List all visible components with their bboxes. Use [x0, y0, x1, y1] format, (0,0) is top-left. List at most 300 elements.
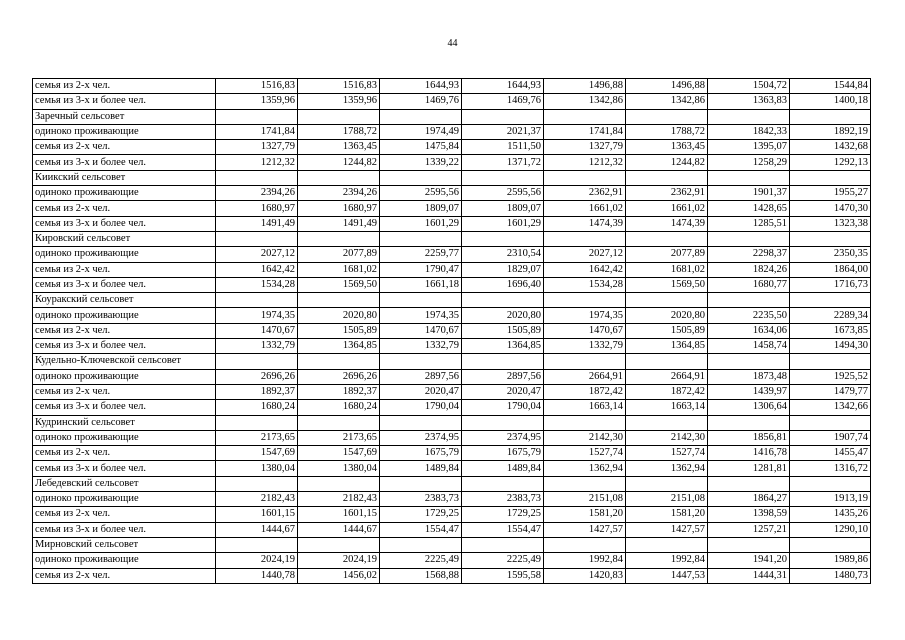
table-cell: 1447,53	[626, 568, 708, 583]
table-cell: 2024,19	[216, 553, 298, 568]
table-cell	[790, 354, 871, 369]
table-cell: 1364,85	[626, 339, 708, 354]
table-cell: 1212,32	[216, 155, 298, 170]
table-cell: 1925,52	[790, 369, 871, 384]
table-cell: 1290,10	[790, 522, 871, 537]
table-cell: 2696,26	[216, 369, 298, 384]
table-cell: 1511,50	[462, 140, 544, 155]
table-cell	[790, 476, 871, 491]
row-label: семья из 3-х и более чел.	[33, 277, 216, 292]
table-cell: 1673,85	[790, 323, 871, 338]
table-cell: 2394,26	[298, 186, 380, 201]
table-cell: 1456,02	[298, 568, 380, 583]
table-cell: 1400,18	[790, 94, 871, 109]
row-label: семья из 3-х и более чел.	[33, 216, 216, 231]
table-cell	[626, 109, 708, 124]
table-cell: 1601,15	[298, 507, 380, 522]
table-cell: 1681,02	[298, 262, 380, 277]
section-title: Кудельно-Ключевской сельсовет	[33, 354, 216, 369]
table-row	[33, 140, 871, 155]
row-label: одиноко проживающие	[33, 430, 216, 445]
table-cell: 2077,89	[626, 247, 708, 262]
table-cell: 1663,14	[544, 400, 626, 415]
table-cell: 1642,42	[216, 262, 298, 277]
table-cell	[216, 170, 298, 185]
table-cell	[462, 170, 544, 185]
table-cell: 1601,29	[380, 216, 462, 231]
table-cell: 1680,97	[298, 201, 380, 216]
table-cell: 1892,19	[790, 124, 871, 139]
table-cell: 1444,67	[216, 522, 298, 537]
table-cell: 1469,76	[380, 94, 462, 109]
table-cell: 1359,96	[216, 94, 298, 109]
table-cell	[626, 415, 708, 430]
table-cell: 1974,35	[380, 308, 462, 323]
table-row	[33, 369, 871, 384]
table-cell: 1788,72	[298, 124, 380, 139]
table-cell: 1316,72	[790, 461, 871, 476]
table-cell	[544, 476, 626, 491]
table-row	[33, 323, 871, 338]
table-cell: 2595,56	[462, 186, 544, 201]
table-cell	[380, 354, 462, 369]
table-cell: 1444,31	[708, 568, 790, 583]
table-cell: 1824,26	[708, 262, 790, 277]
section-title: Кудринский сельсовет	[33, 415, 216, 430]
table-cell: 1480,73	[790, 568, 871, 583]
section-row	[33, 537, 871, 552]
table-cell: 1470,67	[544, 323, 626, 338]
table-body	[33, 79, 871, 584]
table-cell: 1569,50	[626, 277, 708, 292]
table-cell: 2298,37	[708, 247, 790, 262]
table-row	[33, 446, 871, 461]
table-cell: 1675,79	[380, 446, 462, 461]
table-cell: 1554,47	[462, 522, 544, 537]
table-cell: 1901,37	[708, 186, 790, 201]
table-cell: 1534,28	[544, 277, 626, 292]
table-cell: 1470,67	[380, 323, 462, 338]
table-cell	[462, 476, 544, 491]
table-cell: 1581,20	[544, 507, 626, 522]
table-cell: 1212,32	[544, 155, 626, 170]
table-cell: 1872,42	[544, 384, 626, 399]
row-label: семья из 3-х и более чел.	[33, 522, 216, 537]
table-cell: 1281,81	[708, 461, 790, 476]
table-cell: 1680,77	[708, 277, 790, 292]
row-label: семья из 3-х и более чел.	[33, 94, 216, 109]
table-cell: 1534,28	[216, 277, 298, 292]
table-row	[33, 430, 871, 445]
row-label: семья из 2-х чел.	[33, 507, 216, 522]
table-cell: 2362,91	[626, 186, 708, 201]
table-cell: 1505,89	[298, 323, 380, 338]
table-row	[33, 492, 871, 507]
table-cell: 2020,80	[462, 308, 544, 323]
table-cell: 1342,66	[790, 400, 871, 415]
table-row	[33, 522, 871, 537]
row-label: семья из 2-х чел.	[33, 79, 216, 94]
table-cell: 1359,96	[298, 94, 380, 109]
table-cell: 1363,45	[298, 140, 380, 155]
table-cell: 1547,69	[216, 446, 298, 461]
table-cell: 1380,04	[216, 461, 298, 476]
table-cell	[544, 537, 626, 552]
table-cell: 2020,80	[626, 308, 708, 323]
table-cell: 1489,84	[462, 461, 544, 476]
table-cell	[298, 109, 380, 124]
table-cell: 2362,91	[544, 186, 626, 201]
row-label: семья из 3-х и более чел.	[33, 155, 216, 170]
table-row	[33, 277, 871, 292]
section-row	[33, 231, 871, 246]
section-title: Коуракский сельсовет	[33, 293, 216, 308]
table-cell: 1332,79	[544, 339, 626, 354]
table-cell: 1856,81	[708, 430, 790, 445]
table-cell	[216, 537, 298, 552]
table-cell: 1420,83	[544, 568, 626, 583]
table-row	[33, 216, 871, 231]
table-cell: 2310,54	[462, 247, 544, 262]
table-cell: 2383,73	[462, 492, 544, 507]
table-cell: 1527,74	[544, 446, 626, 461]
table-cell: 1696,40	[462, 277, 544, 292]
table-cell: 1327,79	[544, 140, 626, 155]
table-cell: 1680,24	[298, 400, 380, 415]
table-cell: 1362,94	[544, 461, 626, 476]
table-cell: 1992,84	[626, 553, 708, 568]
table-cell: 2664,91	[544, 369, 626, 384]
table-cell: 1644,93	[462, 79, 544, 94]
table-cell	[380, 476, 462, 491]
table-cell	[790, 415, 871, 430]
table-cell: 1974,35	[544, 308, 626, 323]
table-cell: 1864,27	[708, 492, 790, 507]
table-cell	[708, 415, 790, 430]
table-cell	[708, 537, 790, 552]
section-title: Кировский сельсовет	[33, 231, 216, 246]
table-cell: 2077,89	[298, 247, 380, 262]
row-label: семья из 2-х чел.	[33, 568, 216, 583]
table-cell: 2182,43	[216, 492, 298, 507]
table-cell	[298, 415, 380, 430]
table-cell: 1989,86	[790, 553, 871, 568]
table-cell	[216, 354, 298, 369]
table-row	[33, 553, 871, 568]
table-cell	[298, 231, 380, 246]
table-cell: 1496,88	[544, 79, 626, 94]
table-cell	[462, 109, 544, 124]
table-cell: 1489,84	[380, 461, 462, 476]
table-cell	[380, 415, 462, 430]
table-cell	[380, 231, 462, 246]
table-row	[33, 507, 871, 522]
section-row	[33, 293, 871, 308]
table-cell: 1661,18	[380, 277, 462, 292]
table-cell	[380, 293, 462, 308]
table-cell	[708, 476, 790, 491]
table-cell: 1681,02	[626, 262, 708, 277]
table-cell: 1475,84	[380, 140, 462, 155]
table-cell: 1342,86	[626, 94, 708, 109]
section-title: Заречный сельсовет	[33, 109, 216, 124]
row-label: одиноко проживающие	[33, 553, 216, 568]
section-title: Мирновский сельсовет	[33, 537, 216, 552]
table-cell: 1470,67	[216, 323, 298, 338]
table-cell: 1527,74	[626, 446, 708, 461]
table-cell: 2020,47	[380, 384, 462, 399]
table-row	[33, 339, 871, 354]
table-cell: 1494,30	[790, 339, 871, 354]
row-label: семья из 3-х и более чел.	[33, 461, 216, 476]
table-cell	[544, 109, 626, 124]
table-cell: 1675,79	[462, 446, 544, 461]
table-cell	[790, 293, 871, 308]
table-cell	[380, 109, 462, 124]
page-number: 44	[447, 38, 458, 49]
table-cell: 1323,38	[790, 216, 871, 231]
table-cell: 1568,88	[380, 568, 462, 583]
table-cell: 1569,50	[298, 277, 380, 292]
table-row	[33, 94, 871, 109]
table-cell: 1595,58	[462, 568, 544, 583]
table-cell: 1790,04	[462, 400, 544, 415]
table-cell: 1432,68	[790, 140, 871, 155]
table-cell: 1306,64	[708, 400, 790, 415]
table-cell: 1741,84	[544, 124, 626, 139]
table-cell: 1504,72	[708, 79, 790, 94]
table-cell: 1581,20	[626, 507, 708, 522]
table-cell: 1364,85	[298, 339, 380, 354]
table-cell: 1496,88	[626, 79, 708, 94]
table-cell: 2024,19	[298, 553, 380, 568]
table-row	[33, 400, 871, 415]
table-cell: 1809,07	[462, 201, 544, 216]
table-cell: 1872,42	[626, 384, 708, 399]
table-cell: 2027,12	[544, 247, 626, 262]
tariff-table	[32, 78, 871, 584]
section-row	[33, 476, 871, 491]
table-cell: 1332,79	[216, 339, 298, 354]
table-cell: 2289,34	[790, 308, 871, 323]
table-cell	[708, 231, 790, 246]
table-cell	[298, 537, 380, 552]
table-row	[33, 124, 871, 139]
table-cell	[626, 231, 708, 246]
table-cell: 1680,97	[216, 201, 298, 216]
table-cell	[298, 293, 380, 308]
table-cell: 1941,20	[708, 553, 790, 568]
table-cell: 1427,57	[626, 522, 708, 537]
table-cell: 2151,08	[544, 492, 626, 507]
table-cell	[626, 476, 708, 491]
table-cell: 1505,89	[462, 323, 544, 338]
row-label: семья из 2-х чел.	[33, 446, 216, 461]
table-cell: 1285,51	[708, 216, 790, 231]
table-cell: 1339,22	[380, 155, 462, 170]
table-cell	[626, 170, 708, 185]
section-row	[33, 170, 871, 185]
table-cell: 1790,47	[380, 262, 462, 277]
table-cell: 1427,57	[544, 522, 626, 537]
table-cell: 2225,49	[380, 553, 462, 568]
table-cell	[544, 415, 626, 430]
table-row	[33, 461, 871, 476]
table-cell: 1244,82	[626, 155, 708, 170]
table-row	[33, 186, 871, 201]
table-cell: 2897,56	[462, 369, 544, 384]
table-cell: 1416,78	[708, 446, 790, 461]
table-cell: 2020,47	[462, 384, 544, 399]
table-cell: 2142,30	[626, 430, 708, 445]
table-cell: 1435,26	[790, 507, 871, 522]
table-cell: 1741,84	[216, 124, 298, 139]
table-cell: 1634,06	[708, 323, 790, 338]
section-row	[33, 109, 871, 124]
table-cell	[626, 537, 708, 552]
table-cell	[708, 170, 790, 185]
table-cell	[544, 231, 626, 246]
table-cell: 2259,77	[380, 247, 462, 262]
table-cell: 1439,97	[708, 384, 790, 399]
table-row	[33, 568, 871, 583]
table-cell	[790, 231, 871, 246]
section-title: Киикский сельсовет	[33, 170, 216, 185]
table-row	[33, 79, 871, 94]
table-cell	[626, 354, 708, 369]
table-cell: 1716,73	[790, 277, 871, 292]
table-cell	[462, 231, 544, 246]
table-cell: 1644,93	[380, 79, 462, 94]
table-cell	[380, 170, 462, 185]
table-cell: 1258,29	[708, 155, 790, 170]
table-cell	[790, 170, 871, 185]
table-cell	[708, 293, 790, 308]
table-cell: 1362,94	[626, 461, 708, 476]
section-row	[33, 415, 871, 430]
table-cell: 1469,76	[462, 94, 544, 109]
table-cell: 2020,80	[298, 308, 380, 323]
table-cell: 1516,83	[298, 79, 380, 94]
row-label: одиноко проживающие	[33, 186, 216, 201]
row-label: семья из 2-х чел.	[33, 140, 216, 155]
row-label: одиноко проживающие	[33, 492, 216, 507]
table-cell: 1892,37	[216, 384, 298, 399]
table-cell: 2383,73	[380, 492, 462, 507]
table-cell: 2350,35	[790, 247, 871, 262]
table-cell	[298, 170, 380, 185]
table-cell: 2897,56	[380, 369, 462, 384]
table-cell	[462, 415, 544, 430]
table-cell: 1547,69	[298, 446, 380, 461]
table-cell: 2595,56	[380, 186, 462, 201]
table-cell: 1342,86	[544, 94, 626, 109]
table-cell: 1729,25	[462, 507, 544, 522]
table-cell: 1601,29	[462, 216, 544, 231]
table-cell: 1955,27	[790, 186, 871, 201]
table-cell: 1729,25	[380, 507, 462, 522]
table-cell: 1363,83	[708, 94, 790, 109]
table-cell: 2696,26	[298, 369, 380, 384]
table-cell	[708, 109, 790, 124]
table-cell	[790, 537, 871, 552]
table-row	[33, 247, 871, 262]
table-cell: 1892,37	[298, 384, 380, 399]
table-cell: 1601,15	[216, 507, 298, 522]
table-cell: 2151,08	[626, 492, 708, 507]
table-cell: 2374,95	[380, 430, 462, 445]
table-cell: 2225,49	[462, 553, 544, 568]
table-cell: 1516,83	[216, 79, 298, 94]
table-cell: 1327,79	[216, 140, 298, 155]
table-cell	[626, 293, 708, 308]
table-cell: 1642,42	[544, 262, 626, 277]
table-cell: 1428,65	[708, 201, 790, 216]
table-cell	[462, 354, 544, 369]
table-cell	[708, 354, 790, 369]
table-cell: 1661,02	[544, 201, 626, 216]
row-label: семья из 2-х чел.	[33, 262, 216, 277]
table-cell	[216, 476, 298, 491]
row-label: семья из 3-х и более чел.	[33, 339, 216, 354]
table-cell: 1544,84	[790, 79, 871, 94]
row-label: семья из 3-х и более чел.	[33, 400, 216, 415]
table-cell: 1440,78	[216, 568, 298, 583]
table-cell	[216, 109, 298, 124]
row-label: одиноко проживающие	[33, 308, 216, 323]
table-cell: 2374,95	[462, 430, 544, 445]
table-cell	[298, 354, 380, 369]
table-cell: 1364,85	[462, 339, 544, 354]
table-cell: 1491,49	[298, 216, 380, 231]
table-cell: 1829,07	[462, 262, 544, 277]
table-cell: 1474,39	[626, 216, 708, 231]
row-label: одиноко проживающие	[33, 124, 216, 139]
table-cell	[462, 537, 544, 552]
table-cell: 1992,84	[544, 553, 626, 568]
table-cell: 1395,07	[708, 140, 790, 155]
row-label: семья из 2-х чел.	[33, 384, 216, 399]
row-label: одиноко проживающие	[33, 247, 216, 262]
table-cell: 1974,49	[380, 124, 462, 139]
table-cell: 1491,49	[216, 216, 298, 231]
table-cell: 1479,77	[790, 384, 871, 399]
table-cell	[298, 476, 380, 491]
table-row	[33, 155, 871, 170]
table-cell: 1554,47	[380, 522, 462, 537]
row-label: семья из 2-х чел.	[33, 323, 216, 338]
table-cell: 1292,13	[790, 155, 871, 170]
table-cell: 2142,30	[544, 430, 626, 445]
row-label: семья из 2-х чел.	[33, 201, 216, 216]
table-cell: 1257,21	[708, 522, 790, 537]
table-cell: 1680,24	[216, 400, 298, 415]
table-row	[33, 308, 871, 323]
table-row	[33, 262, 871, 277]
table-cell: 2173,65	[298, 430, 380, 445]
table-row	[33, 384, 871, 399]
table-cell: 1332,79	[380, 339, 462, 354]
table-cell: 1788,72	[626, 124, 708, 139]
table-cell	[790, 109, 871, 124]
row-label: одиноко проживающие	[33, 369, 216, 384]
table-cell: 1864,00	[790, 262, 871, 277]
table-cell: 1455,47	[790, 446, 871, 461]
table-cell: 2021,37	[462, 124, 544, 139]
table-cell: 1470,30	[790, 201, 871, 216]
table-cell: 2027,12	[216, 247, 298, 262]
section-title: Лебедевский сельсовет	[33, 476, 216, 491]
